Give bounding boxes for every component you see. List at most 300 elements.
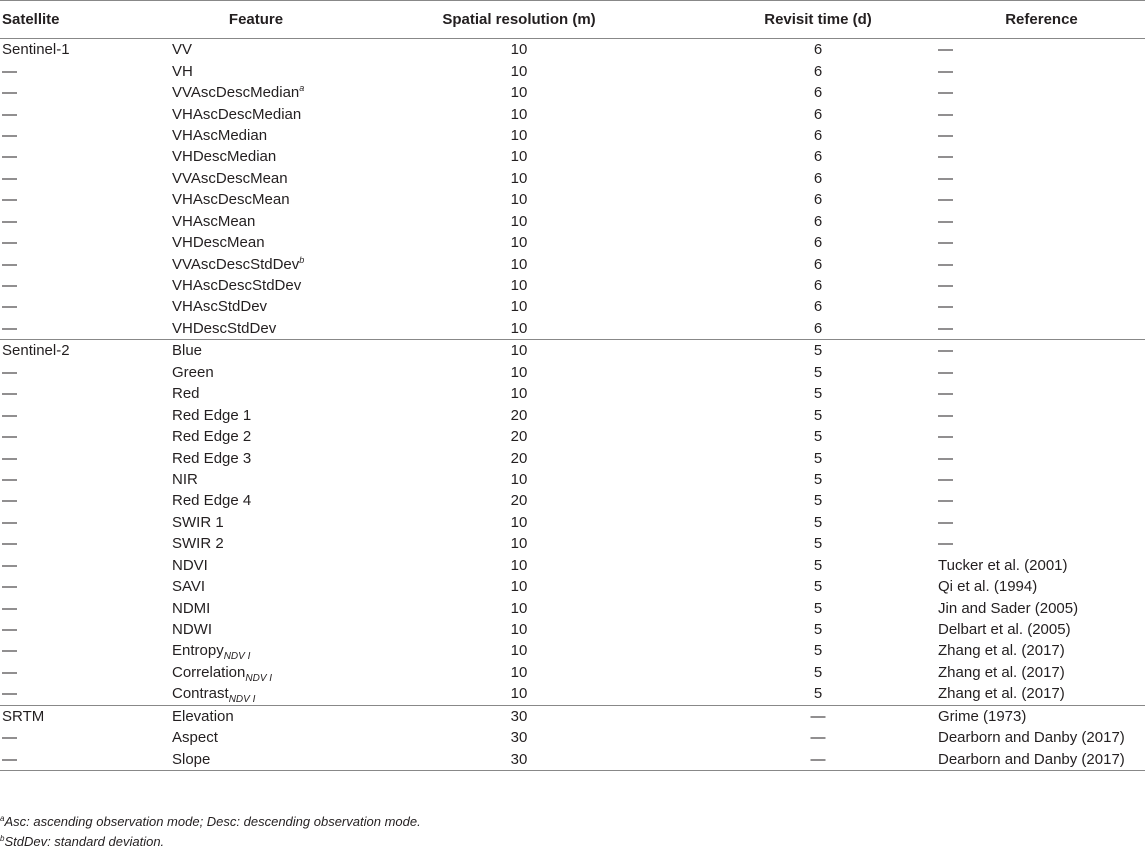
cell-satellite-text: — (2, 470, 17, 488)
table-row (0, 705, 1145, 727)
cell-satellite (0, 597, 160, 618)
cell-feature (160, 232, 340, 253)
cell-spatial-resolution (340, 318, 698, 340)
cell-revisit-time (698, 340, 938, 362)
cell-spatial-resolution (340, 748, 698, 770)
cell-spatial-resolution (340, 296, 698, 317)
cell-revisit-time (698, 727, 938, 748)
cell-spatial-resolution (340, 103, 698, 124)
table-row (0, 82, 1145, 103)
cell-feature-text: VHDescMean (172, 234, 265, 252)
cell-revisit-time-text: 5 (813, 556, 823, 574)
cell-satellite-text: — (2, 105, 17, 123)
header-reference: Reference (1005, 11, 1078, 28)
cell-reference (938, 103, 1145, 124)
cell-revisit-time (698, 662, 938, 683)
cell-spatial-resolution (340, 340, 698, 362)
cell-revisit-time (698, 490, 938, 511)
cell-feature (160, 103, 340, 124)
cell-satellite (0, 211, 160, 232)
cell-revisit-time (698, 640, 938, 661)
cell-reference-text: — (938, 513, 953, 531)
cell-satellite-text: Sentinel-1 (2, 41, 70, 59)
footnote-b (0, 832, 421, 852)
cell-feature (160, 597, 340, 618)
cell-reference-text: — (938, 234, 953, 252)
cell-satellite (0, 39, 160, 61)
cell-spatial-resolution (340, 404, 698, 425)
cell-spatial-resolution (340, 211, 698, 232)
cell-satellite-text: — (2, 234, 17, 252)
cell-feature (160, 168, 340, 189)
cell-revisit-time (698, 125, 938, 146)
cell-reference-text: — (938, 385, 953, 403)
cell-satellite-text: — (2, 212, 17, 230)
cell-reference (938, 426, 1145, 447)
cell-spatial-resolution (340, 253, 698, 274)
table-row (0, 125, 1145, 146)
cell-spatial-resolution (340, 533, 698, 554)
cell-feature (160, 60, 340, 81)
cell-revisit-time-text: 6 (813, 277, 823, 295)
table-row (0, 512, 1145, 533)
cell-feature (160, 705, 340, 727)
cell-feature-text: NIR (172, 470, 198, 488)
cell-spatial-resolution (340, 469, 698, 490)
cell-feature (160, 340, 340, 362)
cell-spatial-resolution (340, 39, 698, 61)
cell-reference-text: Zhang et al. (2017) (938, 642, 1065, 660)
cell-spatial-resolution (340, 168, 698, 189)
cell-revisit-time (698, 103, 938, 124)
cell-satellite-text: — (2, 428, 17, 446)
cell-reference (938, 490, 1145, 511)
cell-reference-text: — (938, 255, 953, 273)
table-row (0, 683, 1145, 705)
cell-spatial-resolution (340, 705, 698, 727)
cell-spatial-resolution-text: 10 (510, 599, 528, 617)
table-row (0, 318, 1145, 340)
cell-feature-text: VHAscStdDev (172, 298, 268, 316)
cell-reference-text: — (938, 191, 953, 209)
cell-revisit-time-text: 6 (813, 126, 823, 144)
cell-satellite (0, 533, 160, 554)
table-row (0, 383, 1145, 404)
cell-spatial-resolution (340, 125, 698, 146)
cell-satellite (0, 640, 160, 661)
cell-reference (938, 662, 1145, 683)
cell-feature (160, 555, 340, 576)
cell-reference-text: — (938, 62, 953, 80)
feature-subscript: NDV I (245, 672, 273, 684)
cell-feature-text: Red (172, 385, 200, 403)
table-row (0, 103, 1145, 124)
cell-revisit-time (698, 211, 938, 232)
cell-satellite (0, 146, 160, 167)
cell-satellite (0, 683, 160, 705)
cell-reference-text: Zhang et al. (2017) (938, 663, 1065, 681)
cell-spatial-resolution-text: 20 (510, 492, 528, 510)
cell-spatial-resolution (340, 619, 698, 640)
cell-reference-text: — (938, 428, 953, 446)
cell-satellite (0, 619, 160, 640)
cell-feature-text: VHDescMedian (172, 148, 277, 166)
cell-spatial-resolution-text: 10 (510, 385, 528, 403)
cell-revisit-time-text: 6 (813, 105, 823, 123)
cell-spatial-resolution-text: 30 (510, 729, 528, 747)
cell-revisit-time (698, 168, 938, 189)
cell-reference (938, 39, 1145, 61)
cell-feature-text: Contrast (172, 685, 229, 703)
table-row (0, 619, 1145, 640)
cell-reference-text: — (938, 105, 953, 123)
cell-revisit-time (698, 232, 938, 253)
cell-feature-text: VHDescStdDev (172, 319, 277, 337)
cell-spatial-resolution-text: 10 (510, 621, 528, 639)
cell-feature-text: VV (172, 41, 193, 59)
cell-spatial-resolution (340, 490, 698, 511)
cell-feature (160, 662, 340, 683)
cell-reference (938, 533, 1145, 554)
cell-satellite (0, 404, 160, 425)
cell-feature (160, 748, 340, 770)
cell-spatial-resolution-text: 10 (510, 342, 528, 360)
cell-spatial-resolution-text: 10 (510, 363, 528, 381)
cell-revisit-time (698, 512, 938, 533)
table-row (0, 447, 1145, 468)
cell-feature-text: VHAscMedian (172, 126, 268, 144)
cell-feature (160, 39, 340, 61)
cell-reference (938, 318, 1145, 340)
cell-spatial-resolution (340, 597, 698, 618)
cell-spatial-resolution-text: 10 (510, 685, 528, 703)
cell-feature (160, 275, 340, 296)
cell-satellite (0, 318, 160, 340)
cell-spatial-resolution (340, 683, 698, 705)
cell-feature (160, 404, 340, 425)
table-row (0, 168, 1145, 189)
table-row (0, 296, 1145, 317)
cell-reference (938, 253, 1145, 274)
cell-satellite-text: — (2, 663, 17, 681)
cell-revisit-time (698, 146, 938, 167)
table-row (0, 275, 1145, 296)
cell-feature (160, 362, 340, 383)
cell-reference-text: — (938, 41, 953, 59)
cell-satellite (0, 727, 160, 748)
cell-spatial-resolution (340, 362, 698, 383)
cell-spatial-resolution-text: 10 (510, 41, 528, 59)
cell-feature (160, 576, 340, 597)
cell-feature (160, 512, 340, 533)
table-row (0, 60, 1145, 81)
cell-revisit-time-text: 6 (813, 191, 823, 209)
table-row (0, 146, 1145, 167)
cell-revisit-time (698, 253, 938, 274)
cell-revisit-time-text: 5 (813, 363, 823, 381)
cell-feature (160, 318, 340, 340)
cell-feature (160, 426, 340, 447)
cell-feature (160, 125, 340, 146)
cell-revisit-time (698, 683, 938, 705)
cell-reference-text: — (938, 535, 953, 553)
cell-feature (160, 490, 340, 511)
table-row (0, 211, 1145, 232)
cell-revisit-time-text: 5 (813, 599, 823, 617)
cell-feature-text: Red Edge 1 (172, 406, 252, 424)
cell-spatial-resolution-text: 20 (510, 449, 528, 467)
cell-revisit-time-text: 5 (813, 621, 823, 639)
cell-satellite-text: — (2, 556, 17, 574)
cell-reference (938, 340, 1145, 362)
cell-satellite-text: — (2, 255, 17, 273)
cell-revisit-time (698, 576, 938, 597)
cell-reference-text: Dearborn and Danby (2017) (938, 729, 1125, 747)
cell-reference-text: — (938, 342, 953, 360)
cell-reference-text: Qi et al. (1994) (938, 578, 1038, 596)
cell-spatial-resolution-text: 10 (510, 234, 528, 252)
cell-spatial-resolution (340, 383, 698, 404)
cell-reference (938, 705, 1145, 727)
table-row (0, 576, 1145, 597)
table-row (0, 490, 1145, 511)
cell-spatial-resolution (340, 232, 698, 253)
cell-feature-text: VHAscDescStdDev (172, 277, 302, 295)
cell-satellite (0, 168, 160, 189)
cell-satellite-text: — (2, 319, 17, 337)
cell-feature-text: SWIR 2 (172, 535, 224, 553)
cell-spatial-resolution-text: 30 (510, 707, 528, 725)
cell-spatial-resolution (340, 146, 698, 167)
cell-reference (938, 555, 1145, 576)
cell-feature (160, 296, 340, 317)
cell-revisit-time (698, 362, 938, 383)
cell-satellite (0, 576, 160, 597)
cell-reference-text: — (938, 148, 953, 166)
cell-revisit-time (698, 189, 938, 210)
cell-spatial-resolution-text: 10 (510, 84, 528, 102)
cell-satellite-text: — (2, 406, 17, 424)
cell-satellite-text: — (2, 729, 17, 747)
cell-revisit-time-text: 6 (813, 234, 823, 252)
cell-reference (938, 727, 1145, 748)
cell-reference-text: — (938, 319, 953, 337)
cell-feature-text: VHAscMean (172, 212, 256, 230)
cell-spatial-resolution-text: 10 (510, 255, 528, 273)
cell-reference (938, 619, 1145, 640)
cell-satellite-text: Sentinel-2 (2, 342, 70, 360)
cell-spatial-resolution-text: 10 (510, 513, 528, 531)
cell-feature-text: VVAscDescMedian (172, 84, 300, 102)
table-row (0, 662, 1145, 683)
cell-spatial-resolution-text: 10 (510, 148, 528, 166)
table-row (0, 404, 1145, 425)
cell-feature-text: SAVI (172, 578, 206, 596)
cell-feature-text: Aspect (172, 729, 218, 747)
cell-reference (938, 447, 1145, 468)
cell-satellite (0, 469, 160, 490)
cell-reference (938, 60, 1145, 81)
cell-feature (160, 727, 340, 748)
footnote-text: StdDev: standard deviation. (4, 834, 165, 849)
cell-spatial-resolution (340, 447, 698, 468)
cell-reference-text: — (938, 84, 953, 102)
cell-spatial-resolution-text: 10 (510, 126, 528, 144)
cell-feature-text: VHAscDescMedian (172, 105, 302, 123)
table-body (0, 39, 1145, 771)
cell-satellite (0, 125, 160, 146)
cell-spatial-resolution-text: 20 (510, 428, 528, 446)
cell-satellite (0, 555, 160, 576)
cell-reference (938, 640, 1145, 661)
cell-revisit-time (698, 748, 938, 770)
cell-feature (160, 640, 340, 661)
cell-satellite-text: — (2, 298, 17, 316)
header-spatial-resolution: Spatial resolution (m) (442, 11, 596, 28)
cell-revisit-time (698, 705, 938, 727)
cell-revisit-time-text: 5 (813, 406, 823, 424)
cell-spatial-resolution-text: 30 (510, 750, 528, 768)
table-row (0, 253, 1145, 274)
cell-reference-text: Grime (1973) (938, 707, 1027, 725)
cell-revisit-time-text: 5 (813, 642, 823, 660)
cell-reference-text: — (938, 449, 953, 467)
cell-feature (160, 619, 340, 640)
cell-satellite (0, 447, 160, 468)
cell-spatial-resolution (340, 426, 698, 447)
cell-satellite (0, 296, 160, 317)
cell-satellite (0, 60, 160, 81)
cell-spatial-resolution-text: 20 (510, 406, 528, 424)
cell-reference-text: Delbart et al. (2005) (938, 621, 1071, 639)
cell-satellite-text: — (2, 750, 17, 768)
cell-feature (160, 447, 340, 468)
cell-reference (938, 597, 1145, 618)
cell-revisit-time-text: 6 (813, 41, 823, 59)
cell-reference (938, 189, 1145, 210)
cell-reference (938, 296, 1145, 317)
cell-revisit-time-text: 5 (813, 449, 823, 467)
table-row (0, 232, 1145, 253)
cell-revisit-time (698, 404, 938, 425)
cell-satellite-text: SRTM (2, 707, 45, 725)
cell-feature-text: NDVI (172, 556, 208, 574)
table-row (0, 340, 1145, 362)
cell-satellite (0, 662, 160, 683)
table-row (0, 189, 1145, 210)
cell-spatial-resolution-text: 10 (510, 191, 528, 209)
cell-feature-text: Red Edge 4 (172, 492, 252, 510)
cell-satellite-text: — (2, 363, 17, 381)
cell-revisit-time (698, 426, 938, 447)
cell-feature-text: NDMI (172, 599, 211, 617)
cell-satellite (0, 275, 160, 296)
cell-spatial-resolution-text: 10 (510, 535, 528, 553)
cell-revisit-time-text: — (810, 729, 826, 747)
cell-feature-text: Entropy (172, 642, 224, 660)
cell-reference-text: — (938, 406, 953, 424)
cell-spatial-resolution-text: 10 (510, 169, 528, 187)
cell-satellite (0, 103, 160, 124)
table-row (0, 727, 1145, 748)
header-revisit-time: Revisit time (d) (764, 11, 872, 28)
cell-feature-text: Slope (172, 750, 211, 768)
cell-revisit-time-text: 5 (813, 663, 823, 681)
cell-satellite-text: — (2, 535, 17, 553)
cell-reference-text: Zhang et al. (2017) (938, 685, 1065, 703)
cell-feature-text: Green (172, 363, 214, 381)
table-row (0, 748, 1145, 770)
cell-feature (160, 211, 340, 232)
cell-reference (938, 146, 1145, 167)
cell-revisit-time-text: 5 (813, 428, 823, 446)
cell-revisit-time-text: 5 (813, 492, 823, 510)
cell-reference-text: — (938, 169, 953, 187)
cell-feature (160, 189, 340, 210)
cell-satellite-text: — (2, 449, 17, 467)
cell-feature-text: Blue (172, 342, 203, 360)
cell-revisit-time (698, 296, 938, 317)
cell-reference-text: — (938, 277, 953, 295)
cell-satellite-text: — (2, 277, 17, 295)
cell-satellite-text: — (2, 126, 17, 144)
cell-spatial-resolution-text: 10 (510, 319, 528, 337)
cell-revisit-time-text: 5 (813, 578, 823, 596)
cell-spatial-resolution-text: 10 (510, 298, 528, 316)
cell-revisit-time (698, 39, 938, 61)
cell-revisit-time (698, 469, 938, 490)
footnote-mark: a (0, 814, 5, 823)
cell-revisit-time-text: 6 (813, 84, 823, 102)
cell-satellite (0, 490, 160, 511)
cell-revisit-time (698, 619, 938, 640)
cell-spatial-resolution-text: 10 (510, 62, 528, 80)
cell-reference (938, 168, 1145, 189)
table-row (0, 555, 1145, 576)
cell-spatial-resolution-text: 10 (510, 470, 528, 488)
cell-feature (160, 469, 340, 490)
footnote-a (0, 812, 421, 832)
cell-feature-text: Elevation (172, 707, 234, 725)
table-row (0, 362, 1145, 383)
cell-spatial-resolution-text: 10 (510, 212, 528, 230)
cell-revisit-time (698, 60, 938, 81)
cell-feature (160, 383, 340, 404)
cell-reference (938, 362, 1145, 383)
cell-reference (938, 512, 1145, 533)
cell-feature-text: VHAscDescMean (172, 191, 290, 209)
cell-revisit-time-text: — (810, 750, 826, 768)
cell-spatial-resolution-text: 10 (510, 277, 528, 295)
cell-satellite-text: — (2, 685, 17, 703)
feature-subscript: NDV I (223, 651, 251, 663)
cell-spatial-resolution (340, 189, 698, 210)
cell-satellite-text: — (2, 642, 17, 660)
table-row (0, 533, 1145, 554)
cell-reference-text: — (938, 212, 953, 230)
cell-reference (938, 748, 1145, 770)
cell-spatial-resolution-text: 10 (510, 556, 528, 574)
cell-feature (160, 82, 340, 103)
cell-revisit-time-text: 5 (813, 535, 823, 553)
cell-feature-text: Red Edge 3 (172, 449, 252, 467)
cell-feature-text: SWIR 1 (172, 513, 224, 531)
cell-spatial-resolution (340, 512, 698, 533)
cell-revisit-time-text: 5 (813, 685, 823, 703)
cell-revisit-time-text: 6 (813, 298, 823, 316)
table-row (0, 39, 1145, 61)
cell-revisit-time (698, 82, 938, 103)
